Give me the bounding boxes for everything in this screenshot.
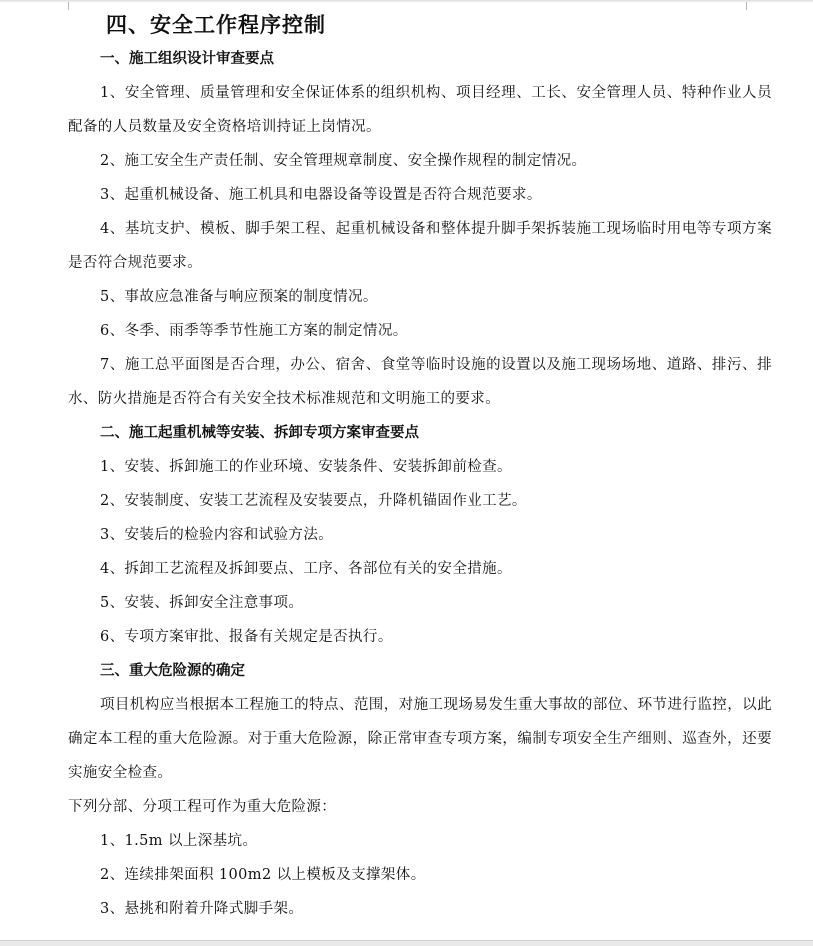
paragraph: 1、安装、拆卸施工的作业环境、安装条件、安装拆卸前检查。 bbox=[100, 459, 512, 475]
paragraph: 项目机构应当根据本工程施工的特点、范围，对施工现场易发生重大事故的部位、环节进行监控，以此确定本工程的重大危险源。对于重大危险源，除正常审查专项方案，编制专项安全生产细则、巡查外，还要实施安全检查。 bbox=[68, 697, 772, 781]
paragraph: 4、基坑支护、模板、脚手架工程、起重机械设备和整体提升脚手架拆装施工现场临时用电等专项方案是否符合规范要求。 bbox=[68, 221, 772, 271]
list-item: 2、连续排架面积 100m2 以上模板及支撑架体。 bbox=[100, 867, 426, 883]
list-intro: 下列分部、分项工程可作为重大危险源： bbox=[68, 799, 337, 815]
page-top-edge bbox=[0, 0, 813, 3]
section-heading-2: 二、施工起重机械等安装、拆卸专项方案审查要点 bbox=[100, 425, 419, 441]
list-item: 1、1.5m 以上深基坑。 bbox=[100, 833, 258, 849]
paragraph: 1、安全管理、质量管理和安全保证体系的组织机构、项目经理、工长、安全管理人员、特种作业人员配备的人员数量及安全资格培训持证上岗情况。 bbox=[68, 85, 772, 135]
paragraph: 7、施工总平面图是否合理，办公、宿舍、食堂等临时设施的设置以及施工现场场地、道路、排污、排水、防火措施是否符合有关安全技术标准规范和文明施工的要求。 bbox=[68, 357, 772, 407]
page-title: 四、安全工作程序控制 bbox=[106, 13, 326, 37]
paragraph: 3、起重机械设备、施工机具和电器设备等设置是否符合规范要求。 bbox=[100, 187, 542, 203]
section-heading-1: 一、施工组织设计审查要点 bbox=[100, 51, 274, 67]
paragraph: 2、安装制度、安装工艺流程及安装要点，升降机锚固作业工艺。 bbox=[100, 493, 527, 509]
paragraph: 3、安装后的检验内容和试验方法。 bbox=[100, 527, 334, 543]
paragraph: 4、拆卸工艺流程及拆卸要点、工序、各部位有关的安全措施。 bbox=[100, 561, 512, 577]
paragraph: 5、事故应急准备与响应预案的制度情况。 bbox=[100, 289, 378, 305]
paragraph: 5、安装、拆卸安全注意事项。 bbox=[100, 595, 304, 611]
document-body bbox=[68, 8, 772, 926]
page-bottom-edge bbox=[0, 940, 813, 946]
section-heading-3: 三、重大危险源的确定 bbox=[100, 663, 245, 679]
paragraph: 6、冬季、雨季等季节性施工方案的制定情况。 bbox=[100, 323, 408, 339]
paragraph: 6、专项方案审批、报备有关规定是否执行。 bbox=[100, 629, 393, 645]
paragraph: 2、施工安全生产责任制、安全管理规章制度、安全操作规程的制定情况。 bbox=[100, 153, 587, 169]
list-item: 3、悬挑和附着升降式脚手架。 bbox=[100, 901, 304, 917]
